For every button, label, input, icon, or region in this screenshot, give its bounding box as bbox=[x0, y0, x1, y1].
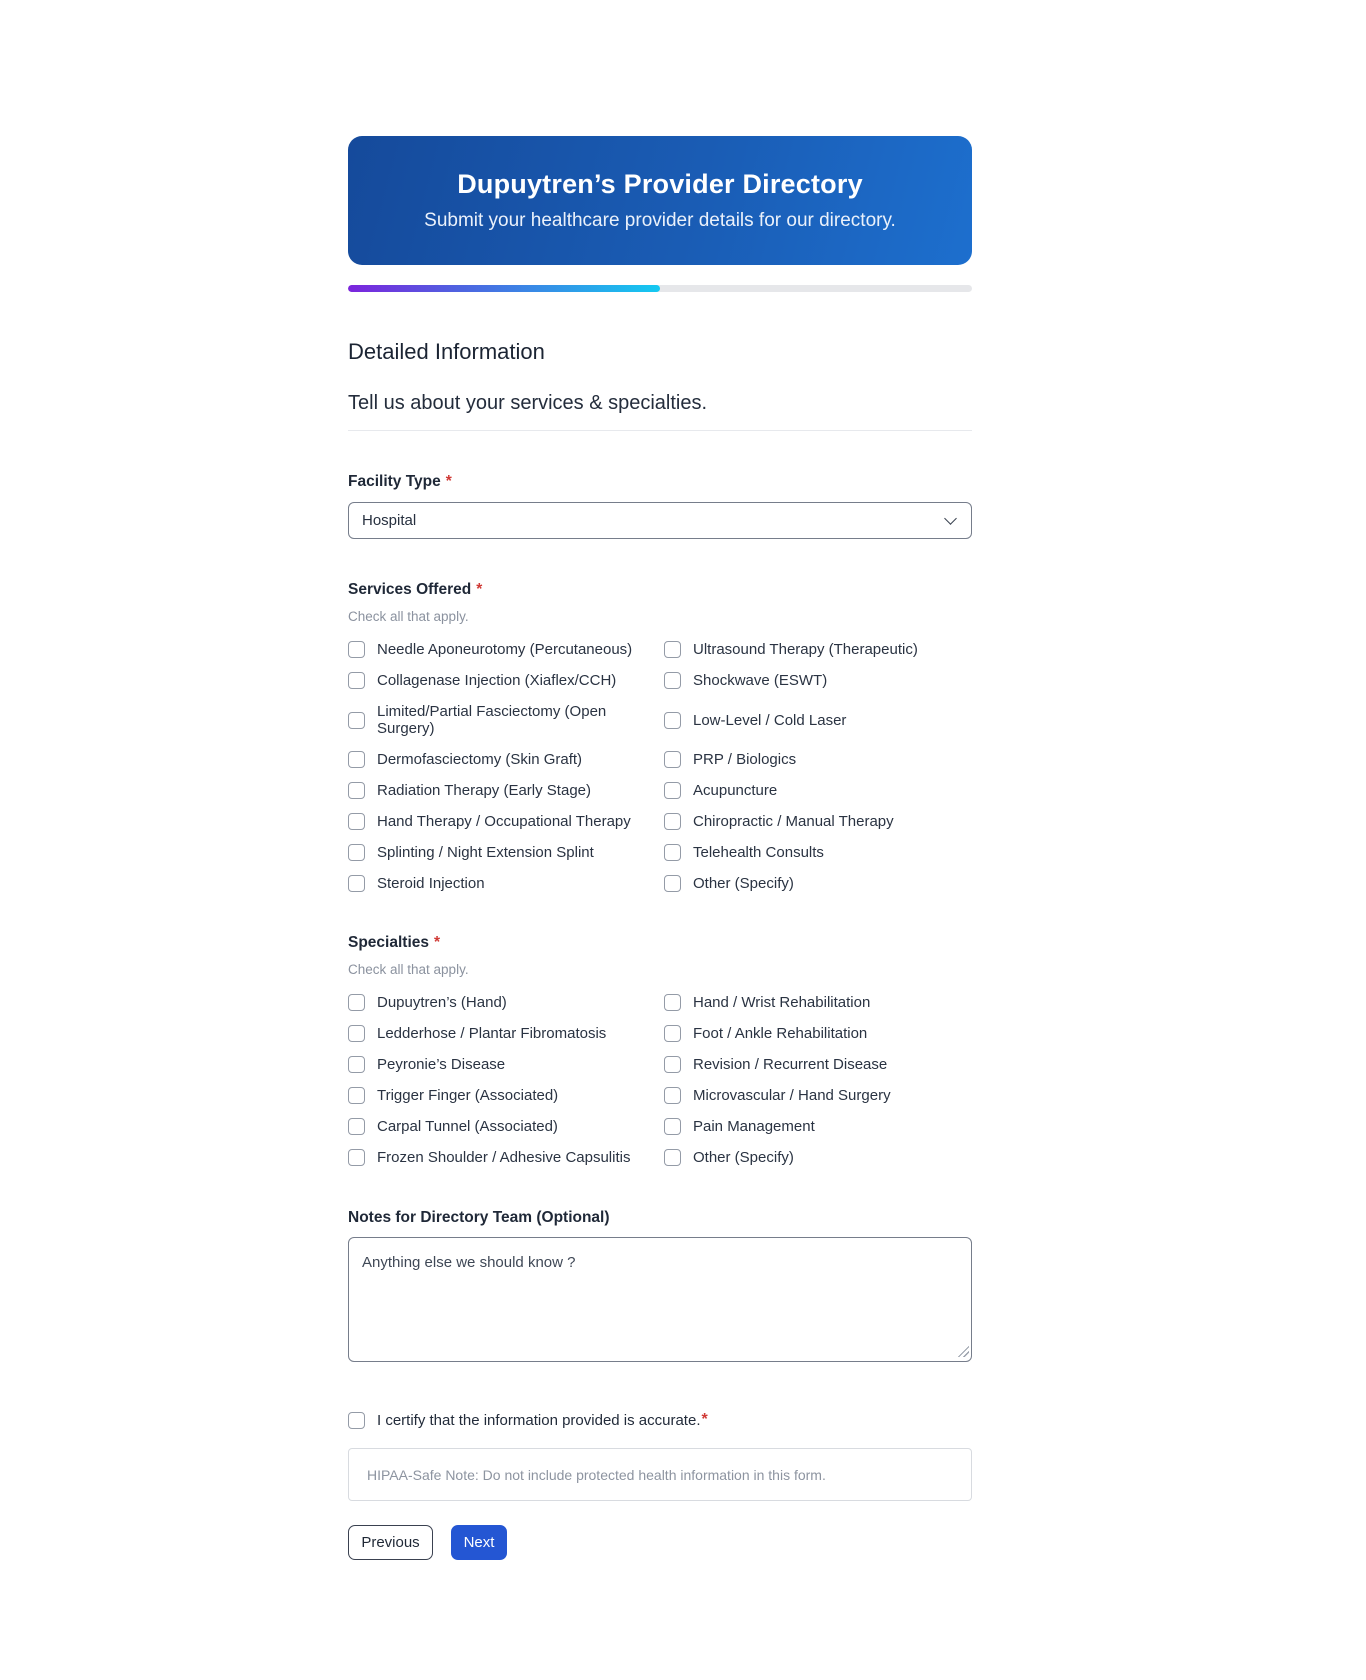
specialty-option[interactable] bbox=[348, 1149, 656, 1166]
notes-field-wrap bbox=[348, 1237, 972, 1362]
service-option[interactable] bbox=[348, 703, 656, 737]
form-page bbox=[348, 0, 972, 1680]
checkbox-label: Splinting / Night Extension Splint bbox=[377, 844, 594, 861]
service-option[interactable] bbox=[664, 875, 972, 892]
services-checkbox-grid bbox=[348, 641, 972, 892]
checkbox-label: Radiation Therapy (Early Stage) bbox=[377, 782, 591, 799]
hipaa-note-text: HIPAA-Safe Note: Do not include protected health information in this form. bbox=[367, 1466, 826, 1483]
services-hint: Check all that apply. bbox=[348, 609, 469, 624]
checkbox-icon[interactable] bbox=[664, 813, 681, 830]
checkbox-icon[interactable] bbox=[348, 672, 365, 689]
specialties-hint: Check all that apply. bbox=[348, 962, 469, 977]
checkbox-label: Other (Specify) bbox=[693, 1149, 794, 1166]
checkbox-icon[interactable] bbox=[664, 641, 681, 658]
step-title: Detailed Information bbox=[348, 339, 545, 364]
checkbox-icon[interactable] bbox=[664, 875, 681, 892]
specialty-option[interactable] bbox=[664, 1118, 972, 1135]
checkbox-icon[interactable] bbox=[348, 1118, 365, 1135]
checkbox-icon[interactable] bbox=[664, 1118, 681, 1135]
checkbox-label: Acupuncture bbox=[693, 782, 778, 799]
checkbox-label: Dupuytren’s (Hand) bbox=[377, 994, 507, 1011]
checkbox-icon[interactable] bbox=[348, 813, 365, 830]
checkbox-label: Hand Therapy / Occupational Therapy bbox=[377, 813, 631, 830]
service-option[interactable] bbox=[348, 813, 656, 830]
form-subtitle: Submit your healthcare provider details for our directory. bbox=[424, 210, 896, 231]
required-asterisk: * bbox=[445, 473, 452, 490]
checkbox-icon[interactable] bbox=[664, 1025, 681, 1042]
specialty-option[interactable] bbox=[348, 1025, 656, 1042]
checkbox-label: Trigger Finger (Associated) bbox=[377, 1087, 559, 1104]
service-option[interactable] bbox=[348, 641, 656, 658]
certify-checkbox-row[interactable] bbox=[348, 1411, 972, 1429]
checkbox-icon[interactable] bbox=[664, 1149, 681, 1166]
checkbox-label: Chiropractic / Manual Therapy bbox=[693, 813, 894, 830]
hipaa-note-box bbox=[348, 1448, 972, 1501]
checkbox-label: Dermofasciectomy (Skin Graft) bbox=[377, 751, 583, 768]
checkbox-icon[interactable] bbox=[664, 782, 681, 799]
service-option[interactable] bbox=[664, 641, 972, 658]
checkbox-label: Ledderhose / Plantar Fibromatosis bbox=[377, 1025, 607, 1042]
checkbox-icon[interactable] bbox=[664, 1056, 681, 1073]
step-subtitle: Tell us about your services & specialties. bbox=[348, 392, 708, 414]
checkbox-icon[interactable] bbox=[664, 994, 681, 1011]
chevron-down-icon bbox=[944, 512, 957, 525]
required-asterisk: * bbox=[701, 1411, 708, 1428]
checkbox-label: Carpal Tunnel (Associated) bbox=[377, 1118, 558, 1135]
services-offered-label: Services Offered * bbox=[348, 581, 483, 598]
specialty-option[interactable] bbox=[348, 1056, 656, 1073]
previous-button[interactable]: Previous bbox=[348, 1525, 433, 1560]
checkbox-label: Collagenase Injection (Xiaflex/CCH) bbox=[377, 672, 617, 689]
form-title: Dupuytren’s Provider Directory bbox=[457, 169, 863, 199]
service-option[interactable] bbox=[348, 844, 656, 861]
checkbox-label: Pain Management bbox=[693, 1118, 815, 1135]
checkbox-label: Revision / Recurrent Disease bbox=[693, 1056, 888, 1073]
specialty-option[interactable] bbox=[664, 1025, 972, 1042]
checkbox-icon[interactable] bbox=[348, 712, 365, 729]
specialty-option[interactable] bbox=[348, 1118, 656, 1135]
checkbox-icon[interactable] bbox=[348, 641, 365, 658]
facility-type-select[interactable] bbox=[348, 502, 972, 539]
service-option[interactable] bbox=[664, 703, 972, 737]
checkbox-icon[interactable] bbox=[348, 1056, 365, 1073]
service-option[interactable] bbox=[664, 844, 972, 861]
specialty-option[interactable] bbox=[664, 1087, 972, 1104]
progress-bar-track bbox=[348, 285, 972, 292]
notes-textarea[interactable] bbox=[348, 1237, 972, 1362]
checkbox-icon[interactable] bbox=[348, 782, 365, 799]
checkbox-label: PRP / Biologics bbox=[693, 751, 797, 768]
checkbox-label: Microvascular / Hand Surgery bbox=[693, 1087, 891, 1104]
checkbox-label: Hand / Wrist Rehabilitation bbox=[693, 994, 871, 1011]
checkbox-icon[interactable] bbox=[348, 994, 365, 1011]
checkbox-label: Low-Level / Cold Laser bbox=[693, 711, 847, 729]
checkbox-label: Steroid Injection bbox=[377, 875, 485, 892]
service-option[interactable] bbox=[664, 672, 972, 689]
service-option[interactable] bbox=[664, 782, 972, 799]
required-asterisk: * bbox=[434, 934, 441, 951]
service-option[interactable] bbox=[348, 782, 656, 799]
required-asterisk: * bbox=[476, 581, 483, 598]
checkbox-label: Telehealth Consults bbox=[693, 844, 824, 861]
checkbox-icon[interactable] bbox=[664, 844, 681, 861]
checkbox-label: Frozen Shoulder / Adhesive Capsulitis bbox=[377, 1149, 631, 1166]
specialty-option[interactable] bbox=[664, 994, 972, 1011]
checkbox-label: Limited/Partial Fasciectomy (Open Surgery) bbox=[377, 703, 607, 737]
service-option[interactable] bbox=[348, 751, 656, 768]
facility-type-value: Hospital bbox=[362, 512, 417, 529]
form-header-banner bbox=[348, 136, 972, 265]
service-option[interactable] bbox=[348, 672, 656, 689]
service-option[interactable] bbox=[664, 751, 972, 768]
checkbox-icon[interactable] bbox=[664, 672, 681, 689]
facility-type-label: Facility Type * bbox=[348, 473, 452, 490]
checkbox-icon[interactable] bbox=[348, 1025, 365, 1042]
facility-type-group bbox=[348, 473, 972, 539]
form-navigation bbox=[348, 1525, 972, 1680]
certify-label: I certify that the information provided is accurate. bbox=[377, 1411, 701, 1429]
services-offered-group bbox=[348, 581, 972, 892]
checkbox-icon[interactable] bbox=[664, 712, 681, 729]
specialty-option[interactable] bbox=[664, 1149, 972, 1166]
checkbox-icon[interactable] bbox=[348, 844, 365, 861]
checkbox-label: Ultrasound Therapy (Therapeutic) bbox=[693, 641, 918, 658]
specialty-option[interactable] bbox=[348, 994, 656, 1011]
checkbox-label: Needle Aponeurotomy (Percutaneous) bbox=[377, 641, 633, 658]
checkbox-icon[interactable] bbox=[348, 875, 365, 892]
checkbox-icon[interactable] bbox=[348, 751, 365, 768]
service-option[interactable] bbox=[348, 875, 656, 892]
checkbox-label: Other (Specify) bbox=[693, 875, 794, 892]
specialties-label: Specialties * bbox=[348, 934, 441, 951]
checkbox-icon[interactable] bbox=[348, 1087, 365, 1104]
specialty-option[interactable] bbox=[664, 1056, 972, 1073]
checkbox-label: Peyronie’s Disease bbox=[377, 1056, 506, 1073]
checkbox-label: Shockwave (ESWT) bbox=[693, 672, 828, 689]
specialty-option[interactable] bbox=[348, 1087, 656, 1104]
checkbox-icon[interactable] bbox=[348, 1149, 365, 1166]
checkbox-icon[interactable] bbox=[348, 1412, 365, 1429]
checkbox-icon[interactable] bbox=[664, 751, 681, 768]
checkbox-icon[interactable] bbox=[664, 1087, 681, 1104]
divider bbox=[348, 430, 972, 431]
progress-bar-fill bbox=[348, 285, 660, 292]
checkbox-label: Foot / Ankle Rehabilitation bbox=[693, 1025, 868, 1042]
specialties-checkbox-grid bbox=[348, 994, 972, 1166]
notes-label: Notes for Directory Team (Optional) bbox=[348, 1209, 610, 1226]
specialties-group bbox=[348, 934, 972, 1166]
next-button[interactable]: Next bbox=[451, 1525, 507, 1560]
service-option[interactable] bbox=[664, 813, 972, 830]
